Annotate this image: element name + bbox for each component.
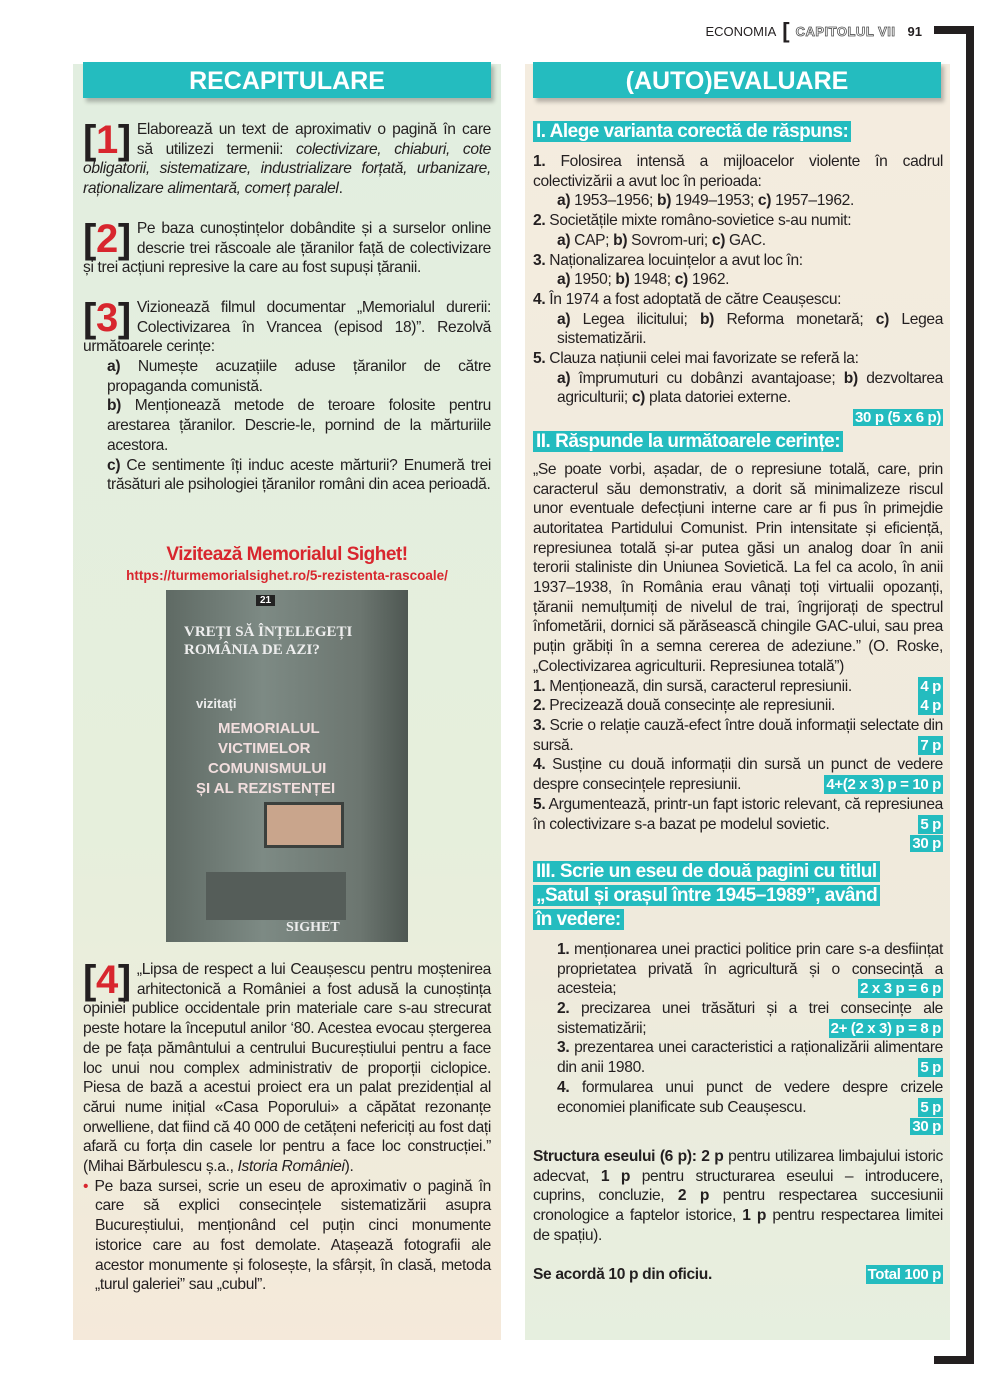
question-item [533,755,943,794]
question-item [533,795,943,834]
text: a) [557,271,571,289]
text: 2. [533,212,546,230]
text: b) [615,271,630,289]
text: 2 p [701,1147,724,1165]
question-points: 2 x 3 p = 6 p [860,980,941,998]
text: Numește acuzațiile aduse țăranilor de către propaganda comunistă. [107,358,492,395]
text: precizarea unei trăsături și a trei consecințe ale sistematizării; [557,1000,944,1037]
question-points: 4 p [920,697,941,715]
text: Istoria României [237,1158,345,1176]
question-item [533,152,943,191]
text: Argumentează, printr-un fapt istoric relevant, că represiunea în colectivizare s-a bazat pe modelul sovietic. [533,795,944,833]
text: vizitați [196,696,237,711]
text: a) [557,231,571,249]
text: 2. [557,1000,570,1018]
running-header [705,20,922,42]
text: ȘI AL REZISTENȚEI [196,780,336,797]
text: Scrie o relație cauză-efect între două informații selectate din sursă. [533,716,943,754]
text: 21 [256,595,275,606]
text: menționarea unei practici politice prin care s-a desființat proprietatea privată în agricultură și o consecință a acesteia; [557,940,943,998]
text: Se acordă 10 p din oficiu. [533,1266,712,1284]
text: . [338,180,343,198]
text: 1957–1962. [775,192,854,210]
question-points: 4 p [920,677,941,695]
answer-options [533,270,943,290]
text: ). [344,1158,354,1176]
text: 1 [95,118,118,162]
text: 1950; [574,271,612,289]
section-3-total: 30 p [912,1118,941,1136]
question-item [533,251,943,271]
text: c) [631,389,646,407]
text: 3. [533,716,546,734]
text: SIGHET [286,920,340,935]
text: ROMÂNIA DE AZI? [184,642,320,658]
text: 1948; [633,271,671,289]
text: 4 [95,958,118,1002]
text: 4. [533,290,546,308]
text: 2. [533,697,546,715]
text: MEMORIALUL [218,720,320,737]
text: Legea sistematizării. [557,310,944,348]
text: colectivizare, chiaburi, cote obligatorii, sistematizare, industrializare forțată, urbanizare, raționalizare alimentară, comerț paralel [83,140,491,198]
section-2-questions [533,677,943,835]
text: b) [107,397,122,415]
bracket: [ [782,18,790,43]
text: Legea ilicitului; [582,310,688,328]
question-item [533,349,943,369]
section-3-title: III. Scrie un eseu de două pagini cu titlul „Satul și orașul între 1945–1989”, având în vedere: [533,861,880,930]
text: pentru structurarea eseului – introducere, cuprins, concluzie, [533,1167,943,1205]
text: dezvoltarea agriculturii; [557,369,944,407]
text: În 1974 a fost adoptată de către Ceaușescu: [549,290,842,308]
text: 1. [533,153,546,170]
page-number: 91 [907,23,922,39]
evaluation-column [525,64,950,1340]
chapter-label: CAPITOLUL VII [795,23,896,39]
text: VREȚI SĂ ÎNȚELEGEȚI [184,624,353,640]
question-item [533,696,943,716]
text: pentru respectarea succesiunii cronologice a faptelor istorice, [533,1187,944,1225]
question-item [533,211,943,231]
frame-line [966,26,974,1364]
text: VICTIMELOR [218,740,311,757]
task-1: [1] Elaborează un text de aproximativ o pagină în care să utilizezi termenii: colectivizare, chiaburi, cote obligatorii, sistematizare, industrializare forțată, urbanizare, raționalizare alimentară, comerț paralel. [83,118,491,198]
text: Precizează două consecințe ale represiunii. [549,697,836,715]
section-2-title: II. Răspunde la următoarele cerințe: [533,431,843,452]
text: formularea unui punct de vedere despre crizele economiei planificate sub Ceaușescu. [557,1078,944,1116]
task-4: [4] „Lipsa de respect a lui Ceaușescu pentru moștenirea arhitectonică a României a fost adusă la cunoștința opiniei publice occidentale prin materiale care s-au strecurat peste hotare la începutul anilor ‘80. Acestea evocau ștergerea de pe fața pământului a centrului Bucureștiului pentru a face loc unui nou complex administrativ de proporții ciclopice. Piesa de bază a acestui proiect era un palat prezidențial al cărui nume inițial «Casa Poporului» a căpătat rezonanțe orwelliene, dat fiind că 40 000 de cetățeni nefericiți au fost dați afară cu forța din casele lor pentru a face loc construcției.” (Mihai Bărbulescu ș.a., Istoria României). [83,958,491,1176]
subject-label: ECONOMIA [705,23,777,39]
text: Pe baza cunoștințelor dobândite și a surselor online descrie trei răscoale ale țăranilor față de colectivizare și trei acțiuni represive la care au fost supuși țăranii. [83,219,491,277]
text: b) [699,310,714,328]
section-1-points: 30 p (5 x 6 p) [855,409,941,427]
text: CAP; [574,231,610,249]
text: b) [613,231,628,249]
text: Folosirea intensă a mijloacelor violente în cadrul colectivizării a avut loc în perioada: [533,153,944,190]
total-points: Total 100 p [867,1266,941,1284]
text: c) [875,310,889,328]
text: 5. [533,795,546,813]
question-points: 5 p [920,815,941,833]
task-3-item [83,396,491,455]
question-item [533,290,943,310]
text: 1962. [691,271,730,289]
text: 4. [557,1078,570,1096]
task-4-bullet: • Pe baza sursei, scrie un eseu de aproximativ o pagină în care să explici consecințele sistematizării asupra Bucureștiului, menționând cel puțin cinci monumente istorice care au fost demolate. Atașează fotografii ale acestor monumente și folosește, la sfârșit, în clasă, metoda „turul galeriei” sau „cubul”. [83,1177,492,1294]
text: GAC. [729,231,766,249]
text: Ce sentimente îți induc aceste mărturii? Enumeră trei trăsături ale psihologiei țăranilor români din acea perioadă. [107,456,492,494]
answer-options [533,369,943,408]
text: prezentarea unei caracteristici a raționalizării alimentare din anii 1980. [557,1039,944,1077]
question-points: 5 p [920,1059,941,1077]
text: Reforma monetară; [726,310,864,328]
question-points: 7 p [920,736,941,754]
recap-title: RECAPITULARE [83,62,491,98]
text: 4. [533,756,546,774]
question-item [557,940,943,999]
task-3-item [83,357,491,396]
text: a) [557,310,571,328]
text: 1. [557,940,570,958]
text: 2 p [677,1187,710,1205]
text: pentru utilizarea limbajului istoric adecvat, [533,1147,943,1185]
text: Pe baza sursei, scrie un eseu de aproximativ o pagină în care să explici consecințele sistematizării asupra Bucureștiului, menționând cel puțin cinci monumente istorice care au fost demolate. Atașează fotografii ale acestor monumente și folosește, la sfârșit, în clasă, metoda „turul galeriei” sau „cubul”. [94,1177,492,1294]
task-2: [2] Pe baza cunoștințelor dobândite și a surselor online descrie trei răscoale ale țăranilor față de colectivizare și trei acțiuni represive la care au fost supuși țăranii. [83,216,491,277]
answer-options [533,310,943,349]
text: 1. [533,677,546,695]
question-points: 4+(2 x 3) p = 10 p [826,776,941,794]
text: c) [757,192,772,210]
task-3: [3] Vizionează filmul documentar „Memorialul durerii: Colectivizarea în Vrancea (episod 18)”. Rezolvă următoarele cerințe: a) Numește acuzațiile aduse țăranilor de către propaganda comunistă. b) Menționează metode de teroare folosite pentru arestarea țăranilor. Descrie-le, pornind de la mărturiile acestora. c) Ce sentimente îți induc aceste mărturii? Enumeră trei trăsături ale psihologiei țăranilor români din acea perioadă. [83,295,492,494]
section-1-questions [533,152,943,408]
text: 1953–1956; [574,192,654,210]
text: 3. [533,251,546,269]
text: plata datoriei externe. [649,389,791,407]
text: Elaborează un text de aproximativ o pagină în care să utilizezi termenii: [136,121,491,158]
answer-options [533,231,943,251]
text: b) [843,369,858,387]
text: Societățile mixte româno-sovietice s-au numit: [549,212,852,230]
memorial-poster-image [166,590,408,942]
memorial-link[interactable]: https://turmemorialsighet.ro/5-rezistenta-rascoale/ [126,568,448,583]
text: 5. [533,350,546,368]
text: c) [107,456,121,474]
section-2-total: 30 p [912,835,941,853]
office-points [533,1265,943,1285]
frame-line [934,1356,974,1364]
text: Menționează metode de teroare folosite pentru arestarea țăranilor. Descrie-le, pornind de la mărturiile acestora. [107,397,492,454]
text: c) [674,271,688,289]
text: 2 [95,216,118,261]
text: a) [557,369,571,387]
recap-column [73,64,501,1340]
text: Menționează, din sursă, caracterul represiunii. [549,677,852,695]
text: c) [711,231,726,249]
section-3-questions [533,940,943,1117]
text: pentru respectarea limitei de spațiu). [533,1207,943,1244]
question-item [557,1038,943,1077]
section-1-title: I. Alege varianta corectă de răspuns: [533,121,851,142]
text: Vizionează filmul documentar „Memorialul durerii: Colectivizarea în Vrancea (episod 18)”. Rezolvă următoarele cerințe: [83,298,491,356]
text: Sovrom-uri; [631,231,708,249]
text: „Lipsa de respect a lui Ceaușescu pentru moștenirea arhitectonică a României a fost adusă la cunoștința opiniei publice occidentale prin materiale care s-au strecurat peste hotare la începutul anilor ‘80. Acestea evocau ștergerea de pe fața pământului a centrului Bucureștiului pentru a face loc unui nou complex administrativ de proporții ciclopice. Piesa de bază a acestui proiect era un palat prezidențial al cărui nume inițial «Casa Poporului» a căpătat rezonanțe orwelliene, dat fiind că 40 000 de cetățeni nefericiți au fost dați afară cu forța din casele lor pentru a face loc construcției.” (Mihai Bărbulescu ș.a., [83,961,491,1176]
question-points: 5 p [920,1098,941,1116]
text: COMUNISMULUI [208,760,327,777]
text: Naționalizarea locuințelor a avut loc în: [549,251,803,269]
text: b) [657,192,672,210]
task-3-item [83,456,491,495]
text: Clauza națiunii celei mai favorizate se referă la: [549,350,859,368]
text: împrumuturi cu dobânzi avantajoase; [578,369,836,387]
essay-structure [533,1147,943,1246]
text: Structura eseului (6 p): [533,1147,697,1165]
question-item [533,716,943,755]
visit-heading: Vizitează Memorialul Sighet! [166,544,408,565]
text: 3. [557,1039,570,1057]
question-item [557,999,943,1038]
answer-options [533,191,943,211]
question-item [557,1078,943,1117]
text: a) [557,192,571,210]
text: 1949–1953; [675,192,754,210]
section-2-source: „Se poate vorbi, așadar, de o represiune totală, care, prin caracterul său demonstrativ, a dorit să minimalizeze riscul unor eventuale defecțiuni interne care ar fi pus în primejdie autoritatea Partidului Comunist. Prin intensitate și eficiență, represiunea totală și-ar putea găsi un analog doar în anii terorii staliniste din Uniunea Sovietică. La fel ca acolo, în anii 1937–1938, în România erau vânați toți virtualii opozanți, țăranii nemulțumiți de nivelul de trai, îngrijorați de spectrul înfometării, dornici să părăsească chingile GAC-ului, sau prea puțin grăbiți în a semna cererea de adeziune.” (O. Roske, „Colectivizarea agriculturii. Represiunea totală”) [533,460,943,675]
text: 1 p [600,1167,631,1185]
text: 3 [95,295,118,340]
text: 1 p [742,1207,767,1225]
text: a) [107,358,121,376]
text: Susține cu două informații din sursă un punct de vedere despre consecințele represiunii. [533,756,943,794]
evaluation-title: (AUTO)EVALUARE [533,62,941,98]
question-points: 2+ (2 x 3) p = 8 p [830,1019,941,1037]
question-item [533,677,943,697]
